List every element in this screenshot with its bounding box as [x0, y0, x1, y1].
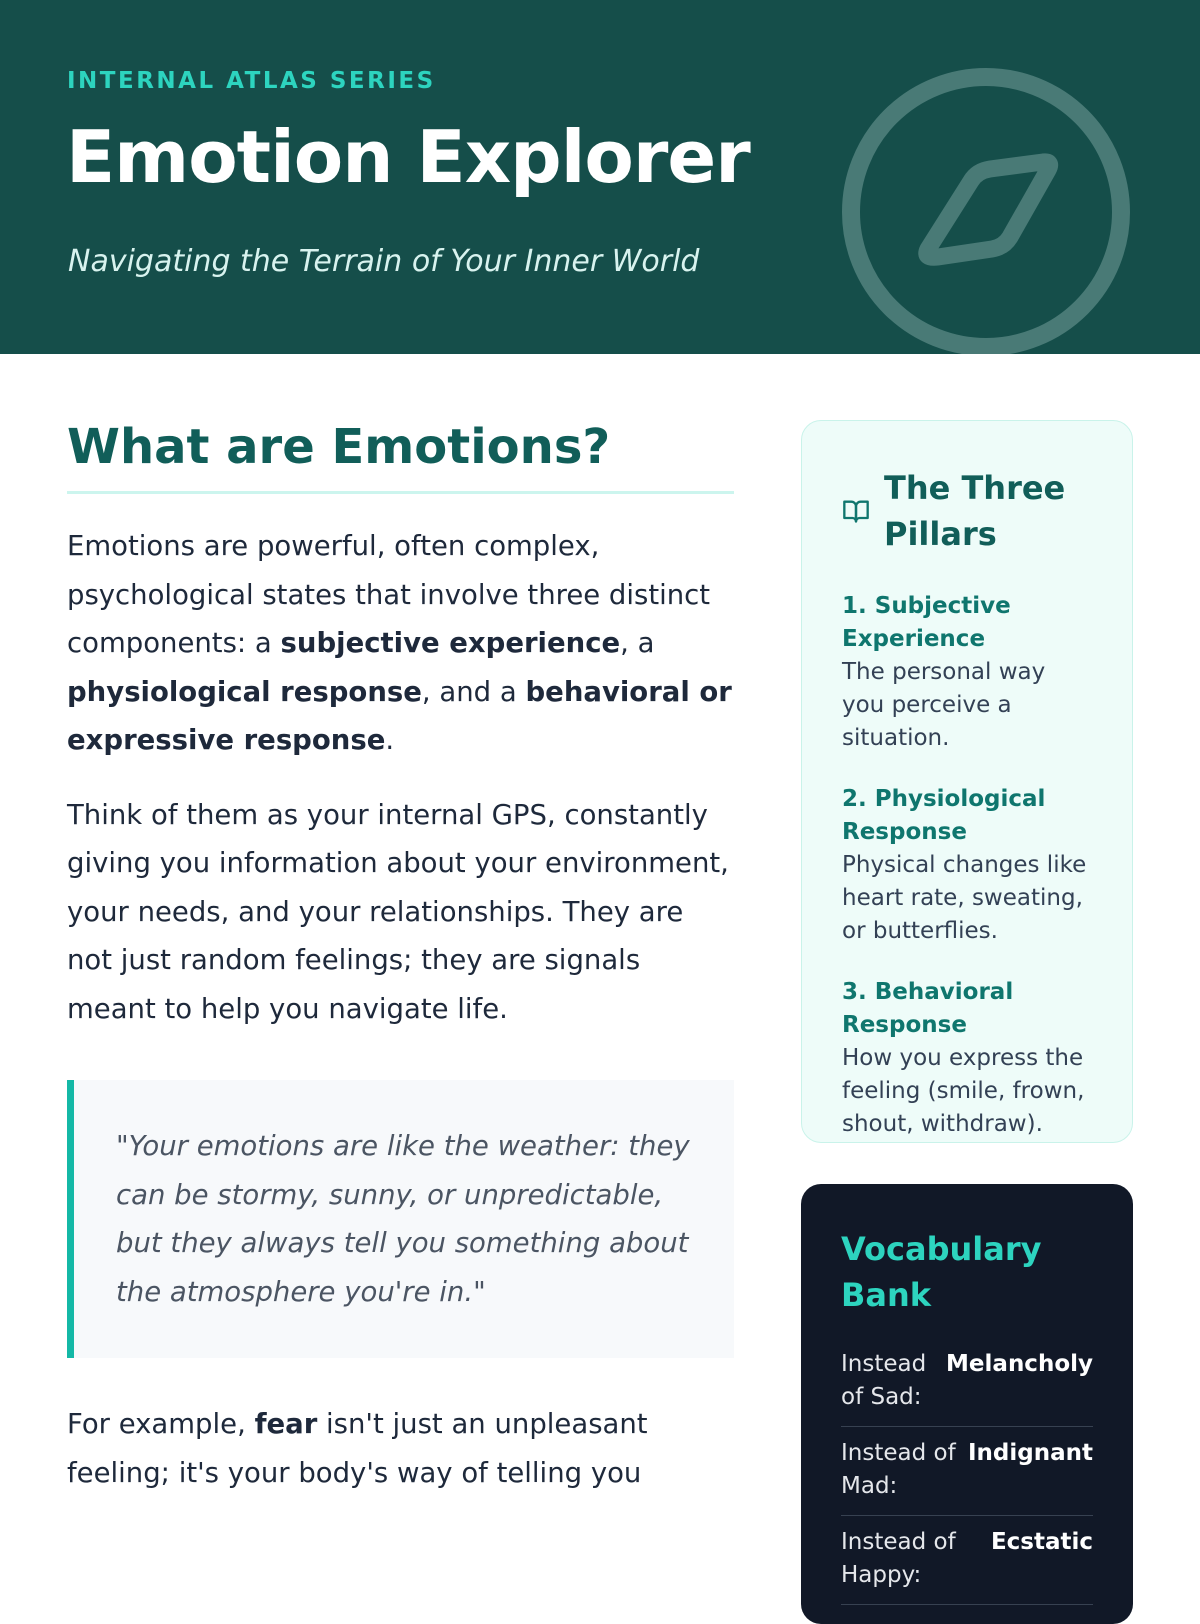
vocab-row: [841, 1427, 1093, 1516]
series-label: INTERNAL ATLAS SERIES: [67, 68, 436, 94]
header-banner: [0, 0, 1200, 354]
gps-paragraph: Think of them as your internal GPS, constantly giving you information about your environment, your needs, and your relationships. They are not just random feelings; they are signals meant to help you navigate life.: [67, 798, 729, 1025]
pillar-subjective: [842, 590, 1094, 755]
vocab-word: Ecstatic: [990, 1529, 1093, 1555]
pillar-description: How you express the feeling (smile, frown, shout, withdraw).: [842, 1045, 1085, 1137]
pillar-physiological: [842, 783, 1094, 948]
pillars-title: The Three Pillars: [884, 469, 1066, 553]
vocab-row: [841, 1338, 1093, 1427]
pillar-title: 3. Behavioral Response: [842, 979, 1014, 1038]
weather-quote: "Your emotions are like the weather: they can be stormy, sunny, or unpredictable, but they always tell you something about the atmosphere you're in.": [67, 1080, 734, 1358]
compass-icon: [838, 64, 1138, 354]
vocab-instead-label: Instead of Happy:: [841, 1529, 956, 1588]
pillar-behavioral: [842, 976, 1094, 1141]
section-heading: What are Emotions?: [67, 420, 734, 494]
example-paragraph: For example, fear isn't just an unpleasant feeling; it's your body's way of telling you: [67, 1408, 648, 1489]
page-subtitle: Navigating the Terrain of Your Inner World: [68, 244, 700, 279]
vocabulary-bank-card: [801, 1184, 1133, 1624]
intro-paragraph: Emotions are powerful, often complex, psychological states that involve three distinct components: a subjective experience, a physiological response, and a behavioral or expressive response.: [67, 530, 732, 757]
book-open-icon: [842, 497, 870, 525]
vocab-word: Melancholy: [946, 1351, 1093, 1377]
pillar-description: Physical changes like heart rate, sweating, or butterflies.: [842, 852, 1087, 944]
vocab-title: Vocabulary Bank: [841, 1230, 1042, 1314]
vocab-instead-label: Instead of Mad:: [841, 1440, 956, 1499]
vocab-row: [841, 1516, 1093, 1605]
page-title: Emotion Explorer: [66, 115, 750, 199]
pillars-header: [842, 465, 1094, 557]
vocab-instead-label: Instead of Sad:: [841, 1351, 927, 1410]
pillar-description: The personal way you perceive a situation.: [842, 659, 1046, 751]
pillar-title: 2. Physiological Response: [842, 786, 1046, 845]
vocab-word: Indignant: [967, 1440, 1093, 1466]
pillar-title: 1. Subjective Experience: [842, 593, 1011, 652]
three-pillars-card: [801, 420, 1133, 1143]
main-content: [67, 420, 734, 1497]
